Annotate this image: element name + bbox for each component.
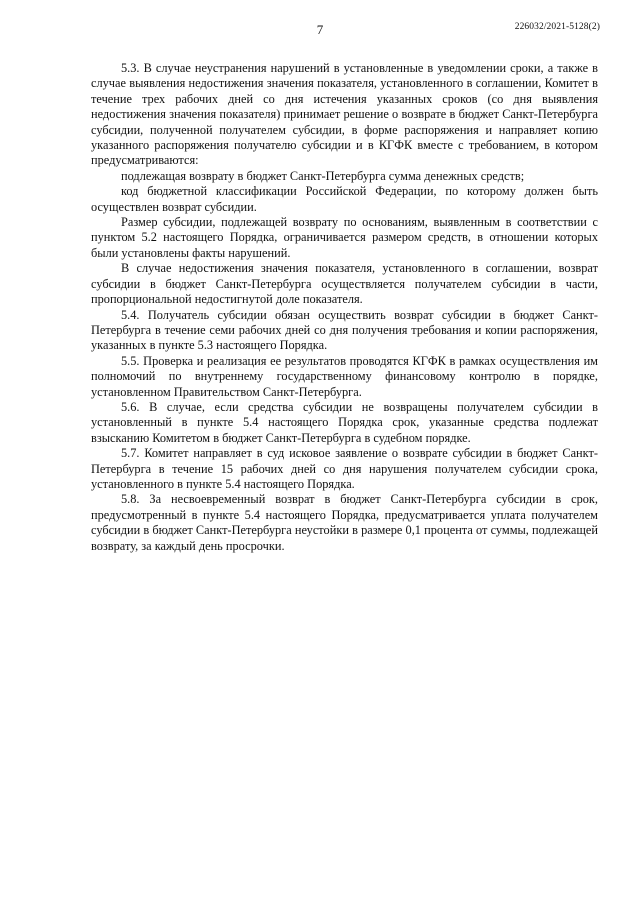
paragraph-5-5: 5.5. Проверка и реализация ее результатов проводятся КГФК в рамках осуществления им полномочий по внутреннему государственному финансовому контролю в порядке, установленном Правительством Санкт-Петербурга. xyxy=(91,353,598,399)
document-body xyxy=(91,61,598,554)
paragraph-5-3-item-code: код бюджетной классификации Российской Федерации, по которому должен быть осуществлен возврат субсидии. xyxy=(91,184,598,214)
paragraph-5-8: 5.8. За несвоевременный возврат в бюджет Санкт-Петербурга субсидии в срок, предусмотренный в пункте 5.4 настоящего Порядка, предусматривается уплата получателем субсидии в бюджет Санкт-Петербурга неустойки в размере 0,1 процента от суммы, подлежащей возврату, за каждый день просрочки. xyxy=(91,492,598,553)
document-id: 226032/2021-5128(2) xyxy=(514,22,600,32)
paragraph-5-4: 5.4. Получатель субсидии обязан осуществить возврат субсидии в бюджет Санкт-Петербурга в течение семи рабочих дней со дня получения требования и копии распоряжения, указанных в пункте 5.3 настоящего Порядка. xyxy=(91,307,598,353)
paragraph-5-3-item-amount: подлежащая возврату в бюджет Санкт-Петербурга сумма денежных средств; xyxy=(121,168,525,183)
paragraph-5-3: 5.3. В случае неустранения нарушений в установленные в уведомлении сроки, а также в случае выявления недостижения значения показателя, установленного в соглашении, Комитет в течение трех рабочих дней со дня истечения указанных сроков (со дня выявления недостижения значения показателя) принимает решение о возврате в бюджет Санкт-Петербурга субсидии, полученной получателем субсидии, в форме распоряжения и направляет копию указанного распоряжения получателю субсидии и в КГФК вместе с требованием, в котором предусматриваются: xyxy=(91,61,598,168)
paragraph-5-6: 5.6. В случае, если средства субсидии не возвращены получателем субсидии в установленный в пункте 5.4 настоящего Порядка срок, указанные средства подлежат взысканию Комитетом в бюджет Санкт-Петербурга в судебном порядке. xyxy=(91,399,598,445)
paragraph-5-7: 5.7. Комитет направляет в суд исковое заявление о возврате субсидии в бюджет Санкт-Петербурга в течение 15 рабочих дней со дня нарушения получателем субсидии срока, установленного в пункте 5.4 настоящего Порядка. xyxy=(91,446,598,491)
paragraph-5-3-proportional: В случае недостижения значения показателя, установленного в соглашении, возврат субсидии в бюджет Санкт-Петербурга осуществляется получателем субсидии в части, пропорциональной недостигнутой доле показателя. xyxy=(91,261,598,307)
paragraph-5-3-size: Размер субсидии, подлежащей возврату по основаниям, выявленным в соответствии с пунктом 5.2 настоящего Порядка, ограничивается размером средств, в отношении которых были установлены факты нарушений. xyxy=(91,215,598,260)
page-number: 7 xyxy=(316,22,324,37)
